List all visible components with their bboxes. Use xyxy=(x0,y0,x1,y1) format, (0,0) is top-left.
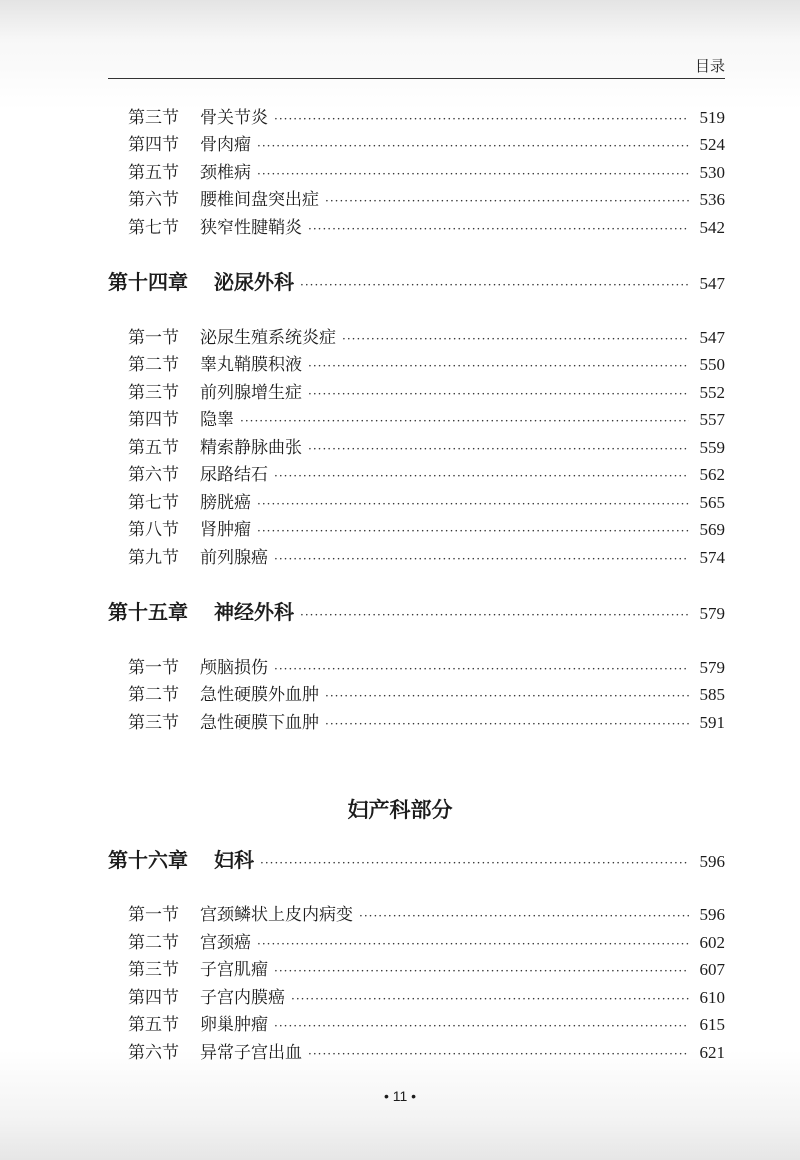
section-number: 第六节 xyxy=(128,190,179,210)
toc-section-row xyxy=(108,463,725,487)
dot-leader xyxy=(257,932,689,956)
section-number: 第五节 xyxy=(128,438,179,458)
section-number: 第八节 xyxy=(128,520,179,540)
page-ref: 621 xyxy=(699,1043,725,1062)
dot-leader xyxy=(257,519,689,543)
toc-section-row xyxy=(108,216,725,240)
toc-section-row xyxy=(108,656,725,680)
toc-section-row xyxy=(108,518,725,542)
dot-leader xyxy=(308,382,689,406)
page-ref: 542 xyxy=(699,218,725,237)
section-title: 颅脑损伤 xyxy=(200,658,268,678)
section-number: 第五节 xyxy=(128,1015,179,1035)
toc-chapter-row xyxy=(108,848,725,872)
toc-section-row xyxy=(108,188,725,212)
section-number: 第九节 xyxy=(128,548,179,568)
section-title: 腰椎间盘突出症 xyxy=(200,190,319,210)
toc-section-row xyxy=(108,1013,725,1037)
toc-section-row xyxy=(108,986,725,1010)
section-number: 第三节 xyxy=(128,713,179,733)
dot-leader xyxy=(308,217,689,241)
section-number: 第四节 xyxy=(128,410,179,430)
dot-leader xyxy=(274,1014,689,1038)
page-ref: 550 xyxy=(699,355,725,374)
section-title: 肾肿瘤 xyxy=(200,520,251,540)
section-number: 第一节 xyxy=(128,905,179,925)
page-ref: 562 xyxy=(699,465,725,484)
dot-leader xyxy=(257,134,689,158)
section-number: 第四节 xyxy=(128,988,179,1008)
part-title: 妇产科部分 xyxy=(347,797,453,822)
page-ref: 579 xyxy=(699,658,725,677)
page-ref: 602 xyxy=(699,933,725,952)
page-ref: 574 xyxy=(699,548,725,567)
section-title: 精索静脉曲张 xyxy=(200,438,302,458)
section-title: 膀胱癌 xyxy=(200,493,251,513)
page-ref: 596 xyxy=(699,905,725,924)
section-number: 第二节 xyxy=(128,355,179,375)
section-number: 第一节 xyxy=(128,328,179,348)
section-title: 隐睾 xyxy=(200,410,234,430)
section-title: 子宫内膜癌 xyxy=(200,988,285,1008)
toc-chapter-row xyxy=(108,270,725,294)
dot-leader xyxy=(274,107,689,131)
toc-section-row xyxy=(108,436,725,460)
dot-leader xyxy=(308,354,689,378)
dot-leader xyxy=(342,327,689,351)
section-title: 前列腺癌 xyxy=(200,548,268,568)
page-ref: 615 xyxy=(699,1015,725,1034)
page-ref: 559 xyxy=(699,438,725,457)
section-title: 睾丸鞘膜积液 xyxy=(200,355,302,375)
dot-leader xyxy=(240,409,689,433)
section-number: 第四节 xyxy=(128,135,179,155)
section-title: 骨肉瘤 xyxy=(200,135,251,155)
dot-leader xyxy=(359,904,689,928)
dot-leader xyxy=(260,851,689,875)
section-title: 急性硬膜外血肿 xyxy=(200,685,319,705)
section-number: 第六节 xyxy=(128,1043,179,1063)
page-ref: 547 xyxy=(699,274,725,293)
toc-section-row xyxy=(108,683,725,707)
section-number: 第六节 xyxy=(128,465,179,485)
dot-leader xyxy=(308,437,689,461)
section-title: 前列腺增生症 xyxy=(200,383,302,403)
toc-section-row xyxy=(108,711,725,735)
dot-leader xyxy=(300,273,689,297)
page-ref: 552 xyxy=(699,383,725,402)
dot-leader xyxy=(325,712,689,736)
toc-section-row xyxy=(108,931,725,955)
chapter-title: 泌尿外科 xyxy=(214,270,294,294)
section-title: 急性硬膜下血肿 xyxy=(200,713,319,733)
page-ref: 585 xyxy=(699,685,725,704)
page-number: • 11 • xyxy=(383,1088,417,1104)
chapter-title: 神经外科 xyxy=(214,600,294,624)
section-title: 子宫肌瘤 xyxy=(200,960,268,980)
dot-leader xyxy=(325,684,689,708)
page-ref: 565 xyxy=(699,493,725,512)
section-title: 异常子宫出血 xyxy=(200,1043,302,1063)
section-title: 颈椎病 xyxy=(200,163,251,183)
page-ref: 557 xyxy=(699,410,725,429)
running-header-title: 目录 xyxy=(694,57,725,75)
toc-section-row xyxy=(108,161,725,185)
page-ref: 607 xyxy=(699,960,725,979)
dot-leader xyxy=(257,492,689,516)
page-ref: 610 xyxy=(699,988,725,1007)
page-ref: 524 xyxy=(699,135,725,154)
section-title: 骨关节炎 xyxy=(200,108,268,128)
section-number: 第七节 xyxy=(128,493,179,513)
page-ref: 579 xyxy=(699,604,725,623)
section-number: 第二节 xyxy=(128,933,179,953)
page-ref: 569 xyxy=(699,520,725,539)
toc-chapter-row xyxy=(108,600,725,624)
header-rule xyxy=(108,78,725,79)
dot-leader xyxy=(274,464,689,488)
section-title: 尿路结石 xyxy=(200,465,268,485)
page-ref: 519 xyxy=(699,108,725,127)
toc-section-row xyxy=(108,546,725,570)
toc-section-row xyxy=(108,133,725,157)
chapter-number: 第十六章 xyxy=(108,848,188,872)
section-number: 第一节 xyxy=(128,658,179,678)
page-ref: 596 xyxy=(699,852,725,871)
toc-section-row xyxy=(108,958,725,982)
section-number: 第三节 xyxy=(128,383,179,403)
page-ref: 547 xyxy=(699,328,725,347)
dot-leader xyxy=(300,603,689,627)
chapter-number: 第十四章 xyxy=(108,270,188,294)
toc-section-row xyxy=(108,408,725,432)
section-title: 泌尿生殖系统炎症 xyxy=(200,328,336,348)
dot-leader xyxy=(325,189,689,213)
section-number: 第五节 xyxy=(128,163,179,183)
dot-leader xyxy=(274,657,689,681)
dot-leader xyxy=(257,162,689,186)
chapter-title: 妇科 xyxy=(214,848,254,872)
toc-section-row xyxy=(108,903,725,927)
chapter-number: 第十五章 xyxy=(108,600,188,624)
section-number: 第三节 xyxy=(128,960,179,980)
toc-section-row xyxy=(108,491,725,515)
section-number: 第二节 xyxy=(128,685,179,705)
toc-section-row xyxy=(108,381,725,405)
toc-section-row xyxy=(108,106,725,130)
dot-leader xyxy=(274,959,689,983)
page-ref: 530 xyxy=(699,163,725,182)
dot-leader xyxy=(308,1042,689,1066)
dot-leader xyxy=(291,987,689,1011)
page-ref: 536 xyxy=(699,190,725,209)
toc-section-row xyxy=(108,326,725,350)
toc-section-row xyxy=(108,1041,725,1065)
page-ref: 591 xyxy=(699,713,725,732)
section-number: 第七节 xyxy=(128,218,179,238)
section-number: 第三节 xyxy=(128,108,179,128)
dot-leader xyxy=(274,547,689,571)
toc-section-row xyxy=(108,353,725,377)
section-title: 宫颈鳞状上皮内病变 xyxy=(200,905,353,925)
section-title: 卵巢肿瘤 xyxy=(200,1015,268,1035)
section-title: 狭窄性腱鞘炎 xyxy=(200,218,302,238)
section-title: 宫颈癌 xyxy=(200,933,251,953)
